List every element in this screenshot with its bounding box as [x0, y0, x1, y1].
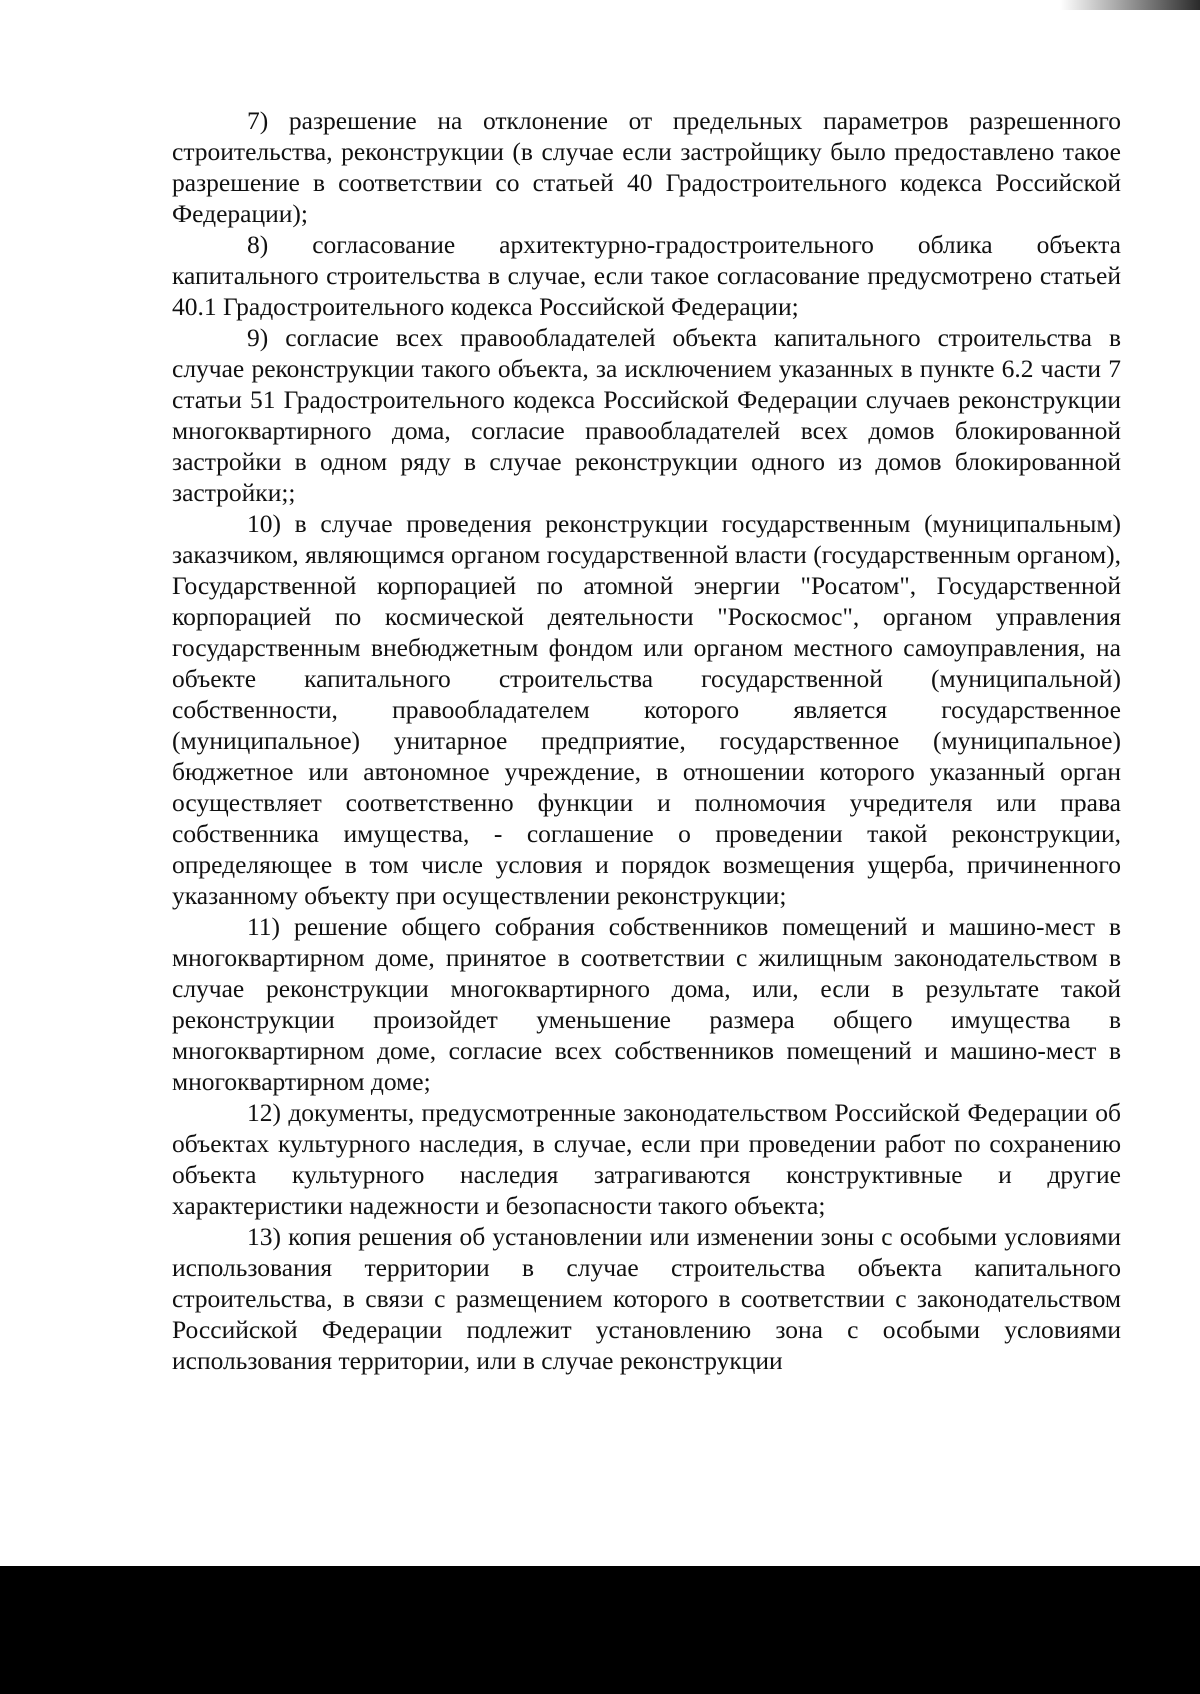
paragraph-item-8: 8) согласование архитектурно-градостроительного облика объекта капитального строительства в случае, если такое согласование предусмотрено статьей 40.1 Градостроительного кодекса Российской Федерации;	[172, 230, 1121, 321]
scan-bottom-margin	[0, 1566, 1200, 1694]
paragraph-item-12: 12) документы, предусмотренные законодательством Российской Федерации об объектах культурного наследия, в случае, если при проведении работ по сохранению объекта культурного наследия затрагиваются конструктивные и другие характеристики надежности и безопасности такого объекта;	[172, 1098, 1121, 1220]
document-body	[172, 105, 1121, 1376]
paragraph-item-9: 9) согласие всех правообладателей объекта капитального строительства в случае реконструкции такого объекта, за исключением указанных в пункте 6.2 части 7 статьи 51 Градостроительного кодекса Российской Федерации случаев реконструкции многоквартирного дома, согласие правообладателей всех домов блокированной застройки в одном ряду в случае реконструкции одного из домов блокированной застройки;;	[172, 323, 1121, 507]
scan-edge-shadow	[1060, 0, 1200, 10]
paragraph-item-11: 11) решение общего собрания собственников помещений и машино-мест в многоквартирном доме, принятое в соответствии с жилищным законодательством в случае реконструкции многоквартирного дома, или, если в результате такой реконструкции произойдет уменьшение размера общего имущества в многоквартирном доме, согласие всех собственников помещений и машино-мест в многоквартирном доме;	[172, 912, 1121, 1096]
paragraph-item-13: 13) копия решения об установлении или изменении зоны с особыми условиями использования территории в случае строительства объекта капитального строительства, в связи с размещением которого в соответствии с законодательством Российской Федерации подлежит установлению зона с особыми условиями использования территории, или в случае реконструкции	[172, 1222, 1121, 1375]
paragraph-item-10: 10) в случае проведения реконструкции государственным (муниципальным) заказчиком, являющимся органом государственной власти (государственным органом), Государственной корпорацией по атомной энергии "Росатом", Государственной корпорацией по космической деятельности "Роскосмос", органом управления государственным внебюджетным фондом или органом местного самоуправления, на объекте капитального строительства государственной (муниципальной) собственности, правообладателем которого является государственное (муниципальное) унитарное предприятие, государственное (муниципальное) бюджетное или автономное учреждение, в отношении которого указанный орган осуществляет соответственно функции и полномочия учредителя или права собственника имущества, - соглашение о проведении такой реконструкции, определяющее в том числе условия и порядок возмещения ущерба, причиненного указанному объекту при осуществлении реконструкции;	[172, 509, 1121, 910]
paragraph-item-7: 7) разрешение на отклонение от предельных параметров разрешенного строительства, реконструкции (в случае если застройщику было предоставлено такое разрешение в соответствии со статьей 40 Градостроительного кодекса Российской Федерации);	[172, 106, 1121, 228]
